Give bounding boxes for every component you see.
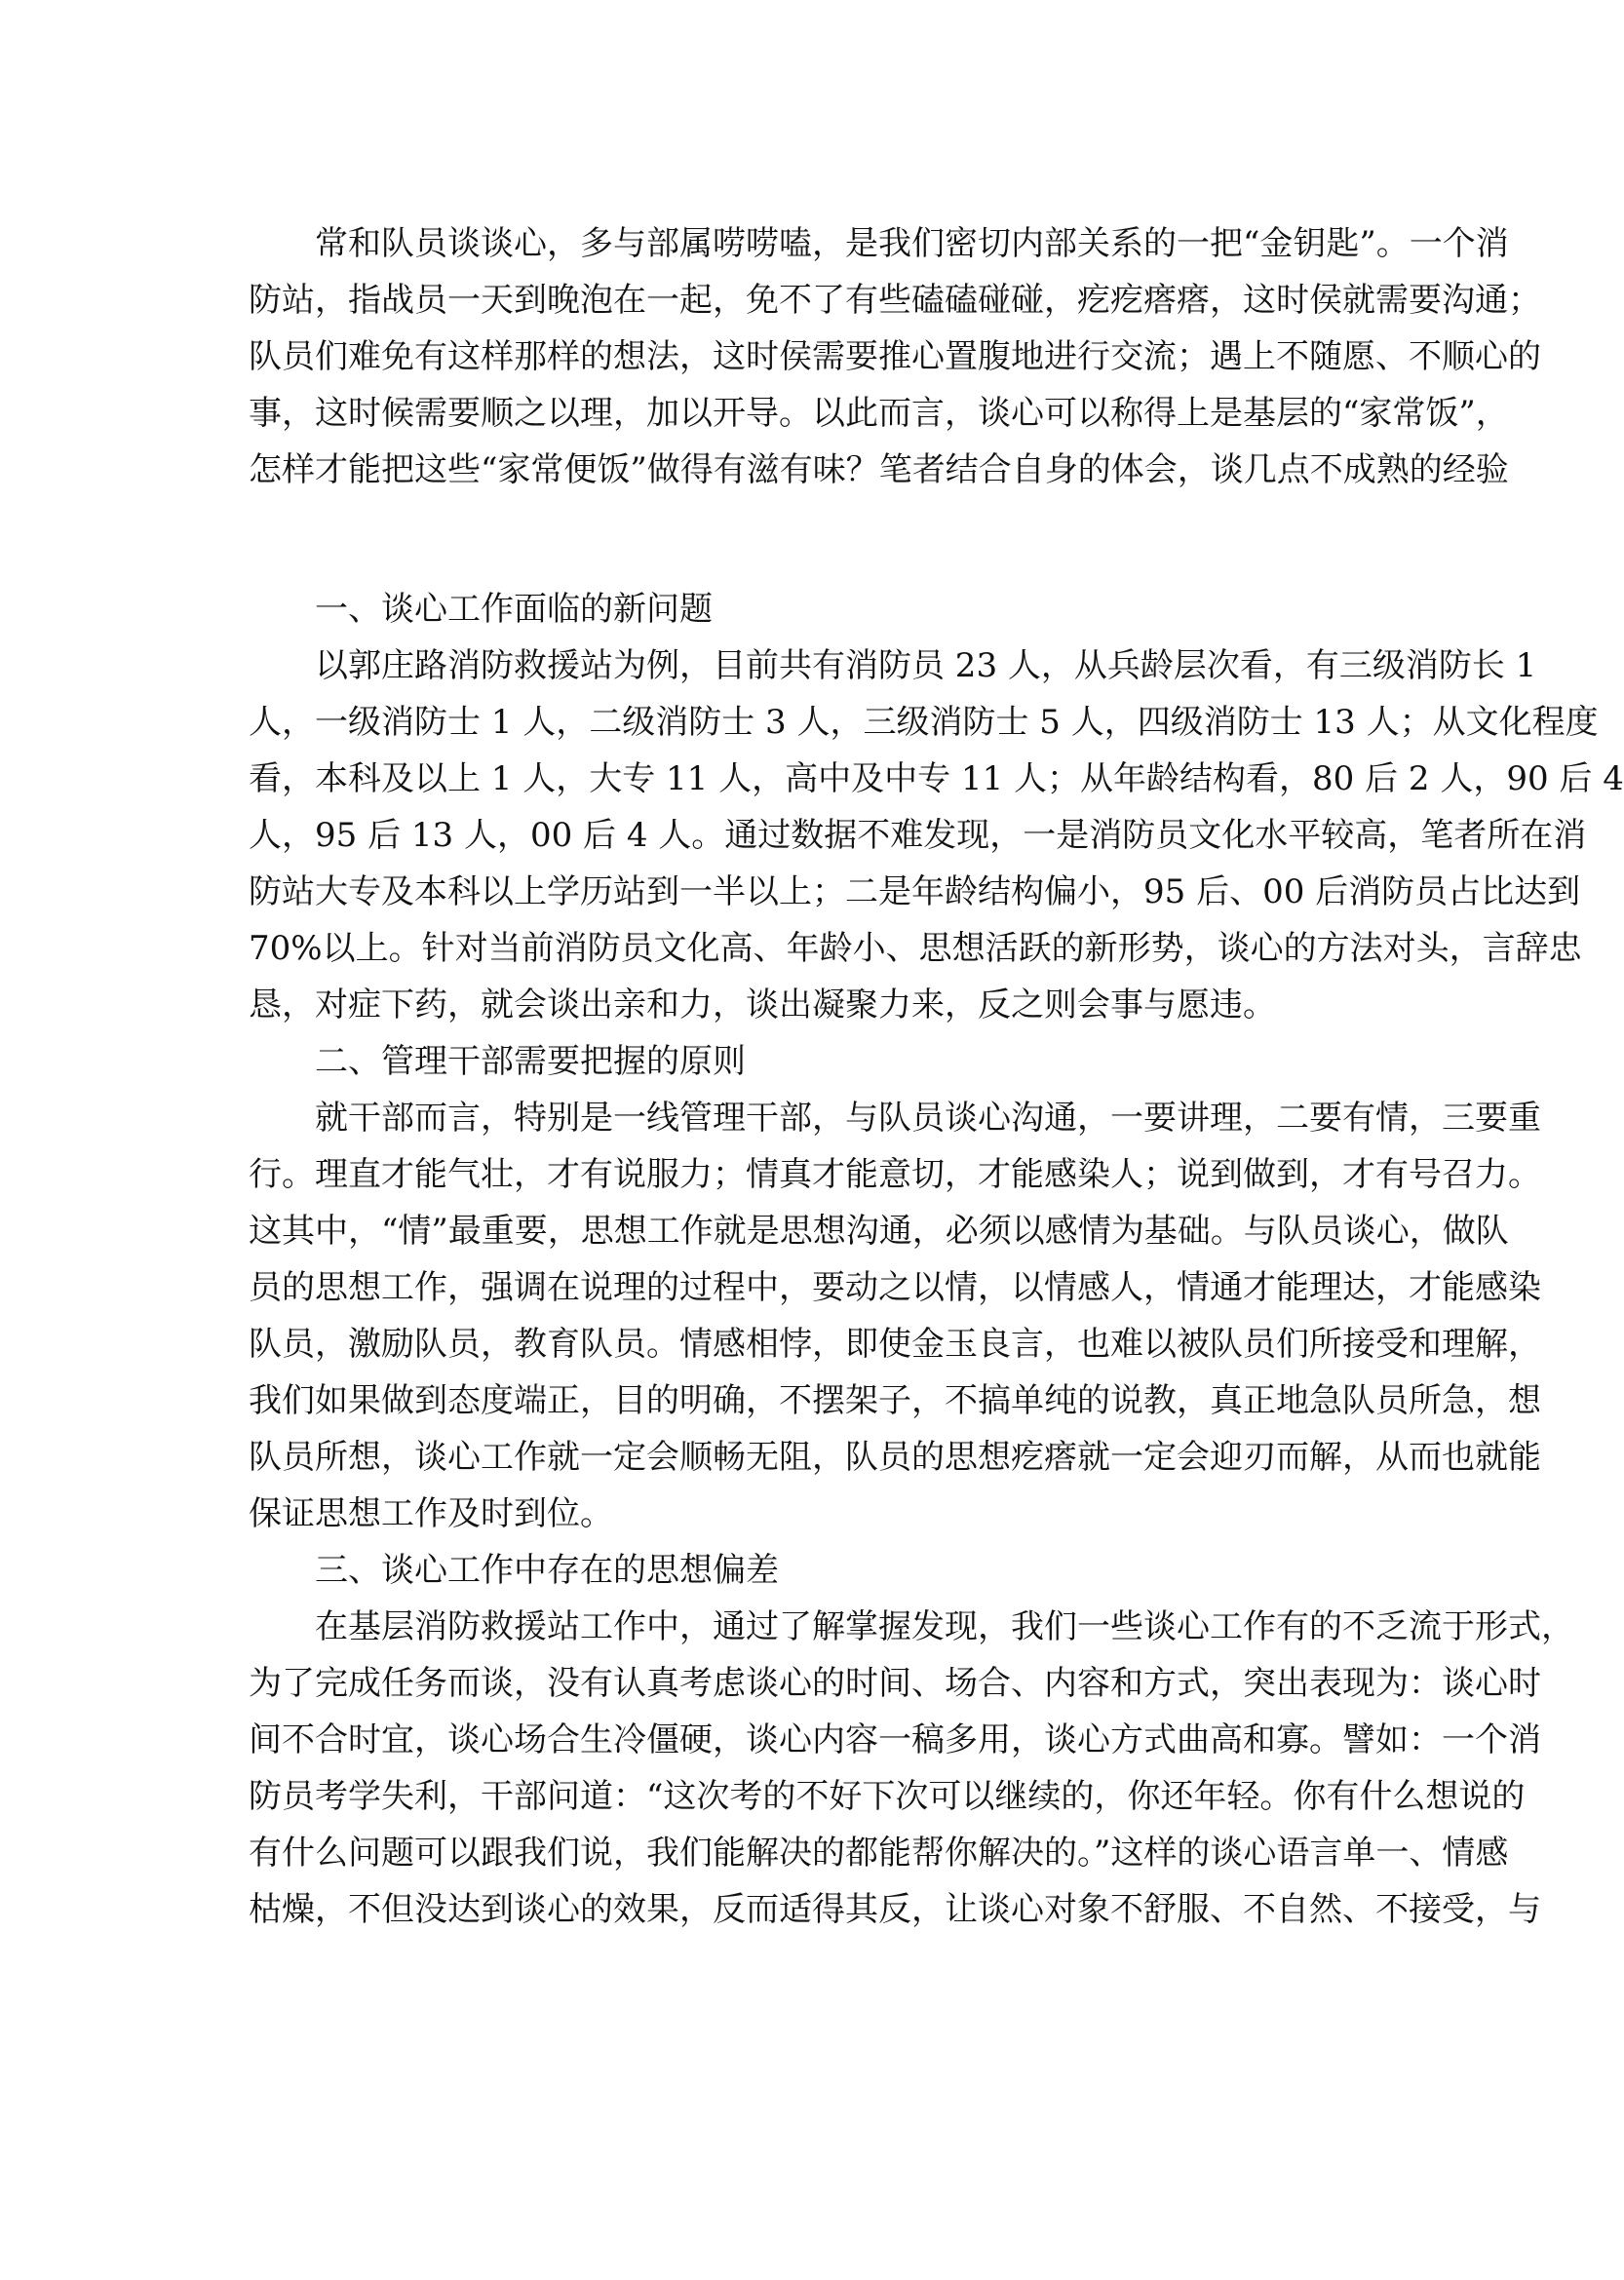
section-3 bbox=[249, 1542, 1574, 1938]
section-heading: 三、谈心工作中存在的思想偏差 bbox=[315, 1551, 779, 1590]
section-heading: 一、谈心工作面临的新问题 bbox=[315, 590, 713, 629]
text-line: 防员考学失利，干部问道：“这次考的不好下次可以继续的，你还年轻。你有什么想说的 bbox=[249, 1777, 1526, 1816]
text-line: 常和队员谈谈心，多与部属唠唠嗑，是我们密切内部关系的一把“金钥匙”。一个消 bbox=[315, 224, 1509, 263]
intro-paragraph bbox=[249, 215, 1541, 498]
text-line: 队员所想，谈心工作就一定会顺畅无阻，队员的思想疙瘩就一定会迎刃而解，从而也就能 bbox=[249, 1438, 1541, 1477]
text-line: 防站大专及本科以上学历站到一半以上；二是年龄结构偏小，95 后、00 后消防员占比达到 bbox=[249, 872, 1581, 911]
text-line: 以郭庄路消防救援站为例，目前共有消防员 23 人，从兵龄层次看，有三级消防长 1 bbox=[315, 646, 1537, 685]
text-line: 在基层消防救援站工作中，通过了解掌握发现，我们一些谈心工作有的不乏流于形式， bbox=[315, 1607, 1574, 1646]
section-2 bbox=[249, 1033, 1541, 1542]
text-line: 怎样才能把这些“家常便饭”做得有滋有味？笔者结合自身的体会，谈几点不成熟的经验 bbox=[249, 450, 1509, 489]
text-line: 我们如果做到态度端正，目的明确，不摆架子，不搞单纯的说教，真正地急队员所急，想 bbox=[249, 1381, 1541, 1420]
text-line: 为了完成任务而谈，没有认真考虑谈心的时间、场合、内容和方式，突出表现为：谈心时 bbox=[249, 1664, 1541, 1703]
text-line: 人，一级消防士 1 人，二级消防士 3 人，三级消防士 5 人，四级消防士 13 人；从文化程度 bbox=[249, 703, 1599, 742]
section-1 bbox=[249, 581, 1624, 1033]
text-line: 就干部而言，特别是一线管理干部，与队员谈心沟通，一要讲理，二要有情，三要重 bbox=[315, 1099, 1541, 1138]
text-line: 70%以上。针对当前消防员文化高、年龄小、思想活跃的新形势，谈心的方法对头，言辞忠 bbox=[249, 929, 1582, 968]
text-line: 员的思想工作，强调在说理的过程中，要动之以情，以情感人，情通才能理达，才能感染 bbox=[249, 1268, 1541, 1307]
text-line: 人，95 后 13 人，00 后 4 人。通过数据不难发现，一是消防员文化水平较高，笔者所在消 bbox=[249, 816, 1587, 855]
text-line: 枯燥，不但没达到谈心的效果，反而适得其反，让谈心对象不舒服、不自然、不接受，与 bbox=[249, 1890, 1541, 1929]
text-line: 防站，指战员一天到晚泡在一起，免不了有些磕磕碰碰，疙疙瘩瘩，这时侯就需要沟通； bbox=[249, 281, 1541, 320]
text-line: 保证思想工作及时到位。 bbox=[249, 1494, 613, 1533]
document-page bbox=[249, 215, 1624, 1938]
text-line: 看，本科及以上 1 人，大专 11 人，高中及中专 11 人；从年龄结构看，80 后 2 人，90 后 4 bbox=[249, 759, 1624, 798]
text-line: 这其中，“情”最重要，思想工作就是思想沟通，必须以感情为基础。与队员谈心，做队 bbox=[249, 1212, 1509, 1251]
text-line: 队员们难免有这样那样的想法，这时侯需要推心置腹地进行交流；遇上不随愿、不顺心的 bbox=[249, 337, 1541, 376]
text-line: 有什么问题可以跟我们说，我们能解决的都能帮你解决的。”这样的谈心语言单一、情感 bbox=[249, 1834, 1509, 1873]
section-heading: 二、管理干部需要把握的原则 bbox=[315, 1042, 746, 1081]
text-line: 行。理直才能气壮，才有说服力；情真才能意切，才能感染人；说到做到，才有号召力。 bbox=[249, 1155, 1541, 1194]
text-line: 恳，对症下药，就会谈出亲和力，谈出凝聚力来，反之则会事与愿违。 bbox=[249, 985, 1276, 1024]
text-line: 事，这时候需要顺之以理，加以开导。以此而言，谈心可以称得上是基层的“家常饭”， bbox=[249, 394, 1509, 433]
text-line: 队员，激励队员，教育队员。情感相悖，即使金玉良言，也难以被队员们所接受和理解， bbox=[249, 1325, 1541, 1364]
text-line: 间不合时宜，谈心场合生冷僵硬，谈心内容一稿多用，谈心方式曲高和寡。譬如：一个消 bbox=[249, 1720, 1541, 1759]
